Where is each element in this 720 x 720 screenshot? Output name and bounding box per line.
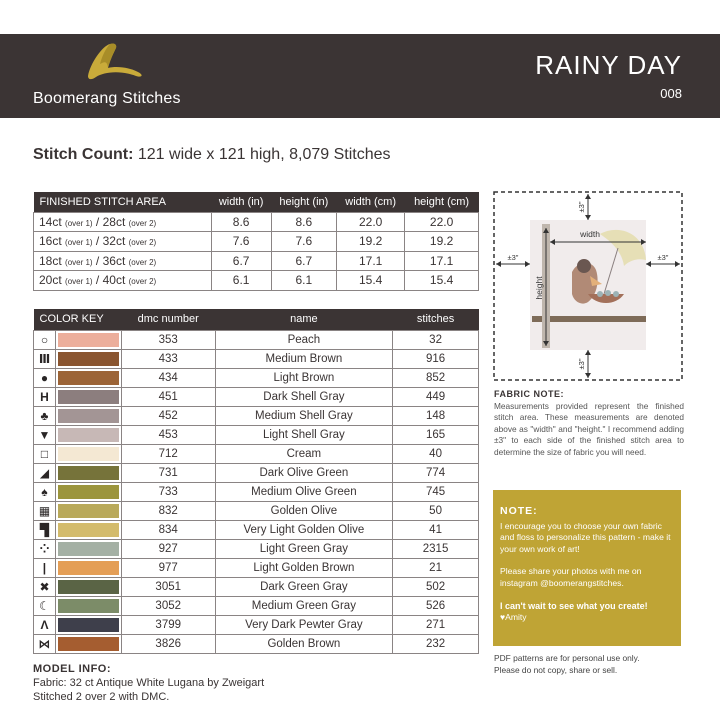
stitches-cell: 21 bbox=[393, 558, 479, 577]
fabric-note-heading: FABRIC NOTE: bbox=[494, 389, 564, 399]
club-icon: ♣ bbox=[34, 406, 56, 425]
fabric-note-text: Measurements provided represent the finished stitch area. These measurements are denoted above as "width" and "height." I recommend adding ±3" to each side of the finished stitch area to determine the size of fabric you will need. bbox=[494, 400, 684, 457]
color-swatch bbox=[58, 599, 119, 613]
note-paragraph-share: Please share your photos with me on instagram @boomerangstitches. bbox=[500, 566, 642, 588]
dotted-diagonal-icon: ⁘ bbox=[34, 539, 56, 558]
color-name-cell: Medium Olive Green bbox=[215, 482, 393, 501]
fabric-over-a: (over 1) bbox=[65, 238, 93, 248]
color-key-row bbox=[34, 577, 479, 596]
swatch-cell bbox=[55, 349, 121, 368]
diagram-left-margin-label: ±3" bbox=[507, 253, 519, 262]
note-box bbox=[493, 490, 681, 646]
dmc-number-cell: 927 bbox=[121, 539, 215, 558]
stitches-cell: 148 bbox=[393, 406, 479, 425]
fabric-count-cell: 20ct (over 1) / 40ct (over 2) bbox=[34, 271, 212, 291]
fabric-over-b: (over 2) bbox=[128, 257, 157, 267]
color-swatch bbox=[58, 523, 119, 537]
dmc-number-cell: 3799 bbox=[121, 615, 215, 634]
stitch-count-label: Stitch Count: bbox=[33, 146, 134, 163]
stitches-cell: 502 bbox=[393, 577, 479, 596]
color-name-cell: Medium Shell Gray bbox=[215, 406, 393, 425]
color-key-row bbox=[34, 387, 479, 406]
size-header-height-in: height (in) bbox=[271, 192, 337, 212]
stitch-count bbox=[33, 146, 391, 164]
color-name-cell: Very Light Golden Olive bbox=[215, 520, 393, 539]
color-key-row bbox=[34, 330, 479, 349]
width-in-cell: 8.6 bbox=[211, 212, 271, 232]
swatch-cell bbox=[55, 482, 121, 501]
bowtie-icon: ⋈ bbox=[34, 634, 56, 653]
fabric-note bbox=[494, 389, 684, 458]
color-key-row bbox=[34, 615, 479, 634]
width-in-cell: 6.7 bbox=[211, 251, 271, 271]
triple-bar-icon: Ⅲ bbox=[34, 349, 56, 368]
color-name-cell: Light Green Gray bbox=[215, 539, 393, 558]
width-in-cell: 7.6 bbox=[211, 232, 271, 252]
color-name-cell: Very Dark Pewter Gray bbox=[215, 615, 393, 634]
circle-outline-icon: ○ bbox=[34, 330, 56, 349]
color-name-cell: Dark Olive Green bbox=[215, 463, 393, 482]
color-key-row bbox=[34, 349, 479, 368]
size-row bbox=[34, 212, 479, 232]
model-info-fabric: Fabric: 32 ct Antique White Lugana by Zweigart bbox=[33, 677, 265, 689]
color-name-cell: Light Shell Gray bbox=[215, 425, 393, 444]
color-name-cell: Peach bbox=[215, 330, 393, 349]
width-in-cell: 6.1 bbox=[211, 271, 271, 291]
stitches-cell: 41 bbox=[393, 520, 479, 539]
swatch-cell bbox=[55, 615, 121, 634]
color-swatch bbox=[58, 333, 119, 347]
dmc-number-cell: 434 bbox=[121, 368, 215, 387]
color-name-cell: Golden Brown bbox=[215, 634, 393, 653]
color-key-row bbox=[34, 368, 479, 387]
dmc-number-cell: 3826 bbox=[121, 634, 215, 653]
diagram-right-margin-label: ±3" bbox=[657, 253, 669, 262]
stitches-cell: 745 bbox=[393, 482, 479, 501]
color-key-row bbox=[34, 539, 479, 558]
color-key-row bbox=[34, 425, 479, 444]
size-row bbox=[34, 251, 479, 271]
dmc-number-cell: 733 bbox=[121, 482, 215, 501]
fabric-size-diagram bbox=[492, 190, 684, 382]
note-paragraph-excited: I can't wait to see what you create! bbox=[500, 600, 648, 611]
fabric-count-cell: 14ct (over 1) / 28ct (over 2) bbox=[34, 212, 212, 232]
model-info-stitching: Stitched 2 over 2 with DMC. bbox=[33, 691, 170, 703]
color-swatch bbox=[58, 390, 119, 404]
color-swatch bbox=[58, 485, 119, 499]
color-key-row bbox=[34, 501, 479, 520]
pdf-usage-note bbox=[494, 652, 640, 676]
mushroom-icon: ♠ bbox=[34, 482, 56, 501]
color-name-cell: Dark Shell Gray bbox=[215, 387, 393, 406]
model-info-heading: MODEL INFO: bbox=[33, 663, 112, 675]
swatch-cell bbox=[55, 596, 121, 615]
fabric-count-b: 40ct bbox=[102, 273, 126, 288]
size-row bbox=[34, 271, 479, 291]
color-swatch bbox=[58, 637, 119, 651]
color-swatch bbox=[58, 352, 119, 366]
key-header-name: name bbox=[215, 309, 393, 330]
height-in-cell: 6.1 bbox=[271, 271, 337, 291]
pattern-title: RAINY DAY bbox=[535, 50, 682, 80]
color-key-table bbox=[33, 309, 479, 654]
vertical-bar-icon: | bbox=[34, 558, 56, 577]
color-swatch bbox=[58, 504, 119, 518]
header-band bbox=[0, 34, 720, 118]
dmc-number-cell: 832 bbox=[121, 501, 215, 520]
square-outline-icon: □ bbox=[34, 444, 56, 463]
height-in-cell: 7.6 bbox=[271, 232, 337, 252]
stitches-cell: 232 bbox=[393, 634, 479, 653]
fabric-count-a: 16ct bbox=[39, 234, 62, 249]
note-paragraph-personalize: I encourage you to choose your own fabric and floss to personalize this pattern - make it your own work of art! bbox=[500, 520, 671, 554]
dmc-number-cell: 451 bbox=[121, 387, 215, 406]
stitches-cell: 165 bbox=[393, 425, 479, 444]
color-name-cell: Cream bbox=[215, 444, 393, 463]
width-cm-cell: 15.4 bbox=[337, 271, 405, 291]
height-in-cell: 6.7 bbox=[271, 251, 337, 271]
dmc-number-cell: 731 bbox=[121, 463, 215, 482]
fabric-count-cell: 16ct (over 1) / 32ct (over 2) bbox=[34, 232, 212, 252]
color-name-cell: Light Brown bbox=[215, 368, 393, 387]
fabric-over-a: (over 1) bbox=[65, 277, 93, 287]
fabric-over-b: (over 2) bbox=[128, 218, 157, 228]
color-swatch bbox=[58, 618, 119, 632]
note-heading: NOTE: bbox=[500, 505, 538, 517]
swatch-cell bbox=[55, 539, 121, 558]
fabric-count-a: 14ct bbox=[39, 214, 62, 229]
color-key-row bbox=[34, 558, 479, 577]
diagram-height-label: height bbox=[534, 276, 544, 300]
height-cm-cell: 17.1 bbox=[405, 251, 479, 271]
swatch-cell bbox=[55, 406, 121, 425]
stitches-cell: 32 bbox=[393, 330, 479, 349]
note-signature: ♥Amity bbox=[500, 612, 527, 623]
stitches-cell: 449 bbox=[393, 387, 479, 406]
size-row bbox=[34, 232, 479, 252]
swatch-cell bbox=[55, 558, 121, 577]
lambda-icon: Λ bbox=[34, 615, 56, 634]
color-key-row bbox=[34, 406, 479, 425]
diagram-width-label: width bbox=[580, 229, 600, 239]
color-swatch bbox=[58, 409, 119, 423]
color-name-cell: Medium Green Gray bbox=[215, 596, 393, 615]
dmc-number-cell: 353 bbox=[121, 330, 215, 349]
color-name-cell: Medium Brown bbox=[215, 349, 393, 368]
swatch-cell bbox=[55, 444, 121, 463]
fabric-over-b: (over 2) bbox=[128, 277, 157, 287]
color-swatch bbox=[58, 447, 119, 461]
color-swatch bbox=[58, 371, 119, 385]
key-header-stitches: stitches bbox=[393, 309, 479, 330]
swatch-cell bbox=[55, 387, 121, 406]
key-header-dmc: dmc number bbox=[121, 309, 215, 330]
swatch-cell bbox=[55, 634, 121, 653]
stitches-cell: 271 bbox=[393, 615, 479, 634]
color-key-row bbox=[34, 482, 479, 501]
width-cm-cell: 17.1 bbox=[337, 251, 405, 271]
pdf-note-line-2: Please do not copy, share or sell. bbox=[494, 665, 618, 675]
size-header-width-cm: width (cm) bbox=[337, 192, 405, 212]
swatch-cell bbox=[55, 330, 121, 349]
crescent-icon: ☾ bbox=[34, 596, 56, 615]
swatch-cell bbox=[55, 520, 121, 539]
color-key-row bbox=[34, 463, 479, 482]
fabric-count-cell: 18ct (over 1) / 36ct (over 2) bbox=[34, 251, 212, 271]
diagram-bottom-margin-label: ±3" bbox=[577, 358, 586, 370]
color-swatch bbox=[58, 580, 119, 594]
stitches-cell: 526 bbox=[393, 596, 479, 615]
color-key-row bbox=[34, 520, 479, 539]
fabric-over-b: (over 2) bbox=[128, 238, 157, 248]
down-triangle-icon: ▼ bbox=[34, 425, 56, 444]
boomerang-logo-icon bbox=[80, 42, 144, 82]
color-swatch bbox=[58, 561, 119, 575]
swatch-cell bbox=[55, 501, 121, 520]
stitches-cell: 50 bbox=[393, 501, 479, 520]
corner-block-icon: ▜ bbox=[34, 520, 56, 539]
quad-square-icon: ▦ bbox=[34, 501, 56, 520]
color-key-row bbox=[34, 444, 479, 463]
fabric-count-b: 28ct bbox=[102, 214, 126, 229]
height-cm-cell: 19.2 bbox=[405, 232, 479, 252]
fabric-over-a: (over 1) bbox=[65, 218, 93, 228]
diagram-top-margin-label: ±3" bbox=[577, 201, 586, 213]
stitch-count-value: 121 wide x 121 high, 8,079 Stitches bbox=[137, 146, 391, 163]
swatch-cell bbox=[55, 463, 121, 482]
filled-circle-icon: ● bbox=[34, 368, 56, 387]
stitches-cell: 40 bbox=[393, 444, 479, 463]
x-cross-icon: ✖ bbox=[34, 577, 56, 596]
dmc-number-cell: 433 bbox=[121, 349, 215, 368]
fabric-count-a: 20ct bbox=[39, 273, 62, 288]
key-header-color-key: COLOR KEY bbox=[34, 309, 122, 330]
size-header-width-in: width (in) bbox=[211, 192, 271, 212]
width-cm-cell: 19.2 bbox=[337, 232, 405, 252]
dmc-number-cell: 3051 bbox=[121, 577, 215, 596]
color-key-row bbox=[34, 596, 479, 615]
brand-name: Boomerang Stitches bbox=[33, 90, 181, 107]
color-swatch bbox=[58, 466, 119, 480]
dmc-number-cell: 3052 bbox=[121, 596, 215, 615]
pattern-number: 008 bbox=[660, 86, 682, 101]
height-in-cell: 8.6 bbox=[271, 212, 337, 232]
color-name-cell: Dark Green Gray bbox=[215, 577, 393, 596]
dmc-number-cell: 834 bbox=[121, 520, 215, 539]
size-header-height-cm: height (cm) bbox=[405, 192, 479, 212]
color-swatch bbox=[58, 542, 119, 556]
color-name-cell: Golden Olive bbox=[215, 501, 393, 520]
height-cm-cell: 15.4 bbox=[405, 271, 479, 291]
stitches-cell: 916 bbox=[393, 349, 479, 368]
color-key-row bbox=[34, 634, 479, 653]
quarter-arc-icon: ◢ bbox=[34, 463, 56, 482]
swatch-cell bbox=[55, 425, 121, 444]
fabric-count-b: 36ct bbox=[102, 253, 126, 268]
fabric-over-a: (over 1) bbox=[65, 257, 93, 267]
color-swatch bbox=[58, 428, 119, 442]
stitches-cell: 852 bbox=[393, 368, 479, 387]
dmc-number-cell: 453 bbox=[121, 425, 215, 444]
dmc-number-cell: 712 bbox=[121, 444, 215, 463]
fabric-count-b: 32ct bbox=[102, 234, 126, 249]
color-name-cell: Light Golden Brown bbox=[215, 558, 393, 577]
stitches-cell: 774 bbox=[393, 463, 479, 482]
stitches-cell: 2315 bbox=[393, 539, 479, 558]
dmc-number-cell: 977 bbox=[121, 558, 215, 577]
model-info bbox=[33, 662, 264, 704]
h-bar-icon: H bbox=[34, 387, 56, 406]
fabric-count-a: 18ct bbox=[39, 253, 62, 268]
height-cm-cell: 22.0 bbox=[405, 212, 479, 232]
pdf-note-line-1: PDF patterns are for personal use only. bbox=[494, 653, 640, 663]
width-cm-cell: 22.0 bbox=[337, 212, 405, 232]
finished-stitch-area-table bbox=[33, 192, 479, 291]
size-header-area: FINISHED STITCH AREA bbox=[34, 192, 212, 212]
swatch-cell bbox=[55, 577, 121, 596]
dmc-number-cell: 452 bbox=[121, 406, 215, 425]
swatch-cell bbox=[55, 368, 121, 387]
